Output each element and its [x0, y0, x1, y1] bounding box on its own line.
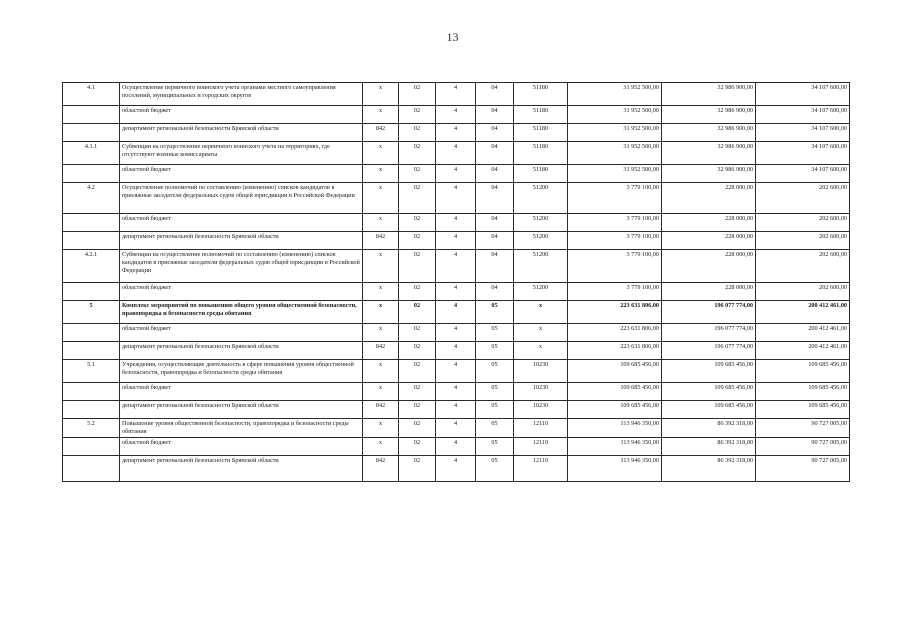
direction-code-cell: 51200 — [514, 183, 568, 214]
amount-year3-cell: 202 600,00 — [756, 183, 850, 214]
section-code-cell: 02 — [399, 283, 436, 301]
subprogram-code-cell: 04 — [476, 83, 514, 106]
amount-year2-cell: 86 392 318,00 — [662, 455, 756, 481]
row-number-cell: 4.2.1 — [63, 250, 120, 283]
program-code-cell: 4 — [436, 342, 476, 360]
amount-year3-cell: 200 412 461,00 — [756, 324, 850, 342]
amount-year1-cell: 31 952 500,00 — [568, 106, 662, 124]
item-name-cell: Учреждения, осуществляющие деятельность в сфере повышения уровня общественной безопасности, правопорядка и безопасности среды обитания — [120, 360, 363, 383]
amount-year2-cell: 196 077 774,00 — [662, 342, 756, 360]
grbs-code-cell: x — [363, 419, 399, 438]
program-code-cell: 4 — [436, 124, 476, 142]
program-code-cell: 4 — [436, 142, 476, 165]
amount-year3-cell: 109 685 456,00 — [756, 401, 850, 419]
item-name-cell: Повышение уровня общественной безопасности, правопорядка и безопасности среды обитания — [120, 419, 363, 438]
amount-year1-cell: 223 631 806,00 — [568, 342, 662, 360]
amount-year3-cell: 34 107 600,00 — [756, 165, 850, 183]
amount-year3-cell: 34 107 600,00 — [756, 124, 850, 142]
amount-year3-cell: 200 412 461,00 — [756, 301, 850, 324]
table-row — [63, 106, 850, 124]
subprogram-code-cell: 05 — [476, 324, 514, 342]
grbs-code-cell: x — [363, 214, 399, 232]
table-row — [63, 124, 850, 142]
row-number-cell — [63, 165, 120, 183]
subprogram-code-cell: 04 — [476, 142, 514, 165]
amount-year1-cell: 113 946 350,00 — [568, 455, 662, 481]
subprogram-code-cell: 05 — [476, 401, 514, 419]
direction-code-cell: 51200 — [514, 283, 568, 301]
row-number-cell — [63, 124, 120, 142]
direction-code-cell: x — [514, 324, 568, 342]
direction-code-cell: 51180 — [514, 83, 568, 106]
amount-year2-cell: 109 685 456,00 — [662, 360, 756, 383]
grbs-code-cell: x — [363, 283, 399, 301]
section-code-cell: 02 — [399, 324, 436, 342]
item-name-cell: Комплекс мероприятий по повышению общего уровня общественной безопасности, правопорядка и безопасности среды обитания — [120, 301, 363, 324]
section-code-cell: 02 — [399, 214, 436, 232]
amount-year2-cell: 196 077 774,00 — [662, 301, 756, 324]
amount-year3-cell: 202 600,00 — [756, 232, 850, 250]
amount-year2-cell: 86 392 318,00 — [662, 437, 756, 455]
amount-year1-cell: 3 779 100,00 — [568, 283, 662, 301]
amount-year3-cell: 200 412 461,00 — [756, 342, 850, 360]
program-code-cell: 4 — [436, 283, 476, 301]
amount-year2-cell: 196 077 774,00 — [662, 324, 756, 342]
section-code-cell: 02 — [399, 250, 436, 283]
amount-year1-cell: 113 946 350,00 — [568, 437, 662, 455]
amount-year1-cell: 3 779 100,00 — [568, 214, 662, 232]
program-code-cell: 4 — [436, 455, 476, 481]
item-name-cell: областной бюджет — [120, 283, 363, 301]
amount-year2-cell: 86 392 318,00 — [662, 419, 756, 438]
grbs-code-cell: x — [363, 250, 399, 283]
row-number-cell: 5 — [63, 301, 120, 324]
amount-year2-cell: 32 986 900,00 — [662, 142, 756, 165]
subprogram-code-cell: 04 — [476, 165, 514, 183]
direction-code-cell: 10230 — [514, 360, 568, 383]
subprogram-code-cell: 04 — [476, 106, 514, 124]
item-name-cell: областной бюджет — [120, 383, 363, 401]
amount-year3-cell: 202 600,00 — [756, 283, 850, 301]
table-row — [63, 165, 850, 183]
amount-year1-cell: 31 952 500,00 — [568, 124, 662, 142]
program-code-cell: 4 — [436, 214, 476, 232]
direction-code-cell: 51200 — [514, 214, 568, 232]
amount-year3-cell: 90 727 005,00 — [756, 419, 850, 438]
budget-table-body — [63, 83, 850, 482]
grbs-code-cell: 842 — [363, 124, 399, 142]
item-name-cell: департамент региональной безопасности Брянской области — [120, 401, 363, 419]
grbs-code-cell: 842 — [363, 401, 399, 419]
subprogram-code-cell: 05 — [476, 419, 514, 438]
section-code-cell: 02 — [399, 83, 436, 106]
grbs-code-cell: 842 — [363, 342, 399, 360]
section-code-cell: 02 — [399, 383, 436, 401]
section-code-cell: 02 — [399, 165, 436, 183]
subprogram-code-cell: 04 — [476, 283, 514, 301]
page-number: 13 — [446, 30, 459, 44]
section-code-cell: 02 — [399, 455, 436, 481]
item-name-cell: департамент региональной безопасности Брянской области — [120, 232, 363, 250]
amount-year2-cell: 228 000,00 — [662, 232, 756, 250]
amount-year3-cell: 90 727 005,00 — [756, 437, 850, 455]
table-row — [63, 283, 850, 301]
table-row — [63, 250, 850, 283]
table-row — [63, 437, 850, 455]
row-number-cell — [63, 324, 120, 342]
program-code-cell: 4 — [436, 232, 476, 250]
row-number-cell — [63, 401, 120, 419]
subprogram-code-cell: 05 — [476, 455, 514, 481]
program-code-cell: 4 — [436, 324, 476, 342]
direction-code-cell: 10230 — [514, 401, 568, 419]
section-code-cell: 02 — [399, 401, 436, 419]
amount-year1-cell: 109 685 456,00 — [568, 383, 662, 401]
grbs-code-cell: x — [363, 301, 399, 324]
program-code-cell: 4 — [436, 401, 476, 419]
item-name-cell: Осуществление первичного воинского учета органами местного самоуправления поселений, муниципальных и городских округов — [120, 83, 363, 106]
direction-code-cell: x — [514, 301, 568, 324]
item-name-cell: областной бюджет — [120, 214, 363, 232]
amount-year1-cell: 223 631 806,00 — [568, 324, 662, 342]
grbs-code-cell: x — [363, 83, 399, 106]
budget-table — [62, 82, 850, 482]
amount-year2-cell: 228 000,00 — [662, 283, 756, 301]
section-code-cell: 02 — [399, 301, 436, 324]
grbs-code-cell: 842 — [363, 232, 399, 250]
direction-code-cell: 51180 — [514, 142, 568, 165]
grbs-code-cell: x — [363, 106, 399, 124]
direction-code-cell: 12110 — [514, 455, 568, 481]
program-code-cell: 4 — [436, 383, 476, 401]
subprogram-code-cell: 04 — [476, 183, 514, 214]
amount-year3-cell: 109 685 456,00 — [756, 360, 850, 383]
amount-year3-cell: 90 727 005,00 — [756, 455, 850, 481]
table-row — [63, 183, 850, 214]
subprogram-code-cell: 04 — [476, 214, 514, 232]
row-number-cell — [63, 437, 120, 455]
amount-year2-cell: 228 000,00 — [662, 250, 756, 283]
subprogram-code-cell: 05 — [476, 383, 514, 401]
amount-year1-cell: 223 631 806,00 — [568, 301, 662, 324]
program-code-cell: 4 — [436, 83, 476, 106]
row-number-cell: 5.1 — [63, 360, 120, 383]
direction-code-cell: 51180 — [514, 165, 568, 183]
amount-year1-cell: 113 946 350,00 — [568, 419, 662, 438]
program-code-cell: 4 — [436, 183, 476, 214]
subprogram-code-cell: 05 — [476, 301, 514, 324]
table-row — [63, 142, 850, 165]
row-number-cell — [63, 232, 120, 250]
direction-code-cell: 10230 — [514, 383, 568, 401]
table-row — [63, 419, 850, 438]
item-name-cell: департамент региональной безопасности Брянской области — [120, 124, 363, 142]
direction-code-cell: 12110 — [514, 419, 568, 438]
section-code-cell: 02 — [399, 232, 436, 250]
grbs-code-cell: x — [363, 142, 399, 165]
amount-year3-cell: 109 685 456,00 — [756, 383, 850, 401]
table-row — [63, 342, 850, 360]
table-row — [63, 232, 850, 250]
table-row — [63, 383, 850, 401]
item-name-cell: областной бюджет — [120, 437, 363, 455]
amount-year2-cell: 32 986 900,00 — [662, 124, 756, 142]
program-code-cell: 4 — [436, 301, 476, 324]
table-row — [63, 324, 850, 342]
program-code-cell: 4 — [436, 360, 476, 383]
table-row — [63, 455, 850, 481]
row-number-cell — [63, 214, 120, 232]
row-number-cell: 5.2 — [63, 419, 120, 438]
table-row — [63, 401, 850, 419]
item-name-cell: областной бюджет — [120, 165, 363, 183]
section-code-cell: 02 — [399, 183, 436, 214]
row-number-cell — [63, 106, 120, 124]
section-code-cell: 02 — [399, 419, 436, 438]
grbs-code-cell: x — [363, 383, 399, 401]
direction-code-cell: 51200 — [514, 250, 568, 283]
section-code-cell: 02 — [399, 142, 436, 165]
direction-code-cell: 51180 — [514, 106, 568, 124]
table-row — [63, 360, 850, 383]
row-number-cell — [63, 455, 120, 481]
subprogram-code-cell: 05 — [476, 437, 514, 455]
amount-year3-cell: 34 107 600,00 — [756, 106, 850, 124]
row-number-cell — [63, 342, 120, 360]
subprogram-code-cell: 04 — [476, 250, 514, 283]
item-name-cell: областной бюджет — [120, 106, 363, 124]
program-code-cell: 4 — [436, 106, 476, 124]
amount-year3-cell: 34 107 600,00 — [756, 142, 850, 165]
amount-year1-cell: 31 952 500,00 — [568, 165, 662, 183]
table-row — [63, 83, 850, 106]
table-row — [63, 214, 850, 232]
amount-year2-cell: 32 986 900,00 — [662, 165, 756, 183]
amount-year1-cell: 3 779 100,00 — [568, 232, 662, 250]
amount-year1-cell: 3 779 100,00 — [568, 183, 662, 214]
amount-year1-cell: 31 952 500,00 — [568, 142, 662, 165]
amount-year2-cell: 109 685 456,00 — [662, 401, 756, 419]
grbs-code-cell: 842 — [363, 455, 399, 481]
item-name-cell: Субвенции на осуществление полномочий по составлению (изменению) списков кандидатов в присяжные заседатели федеральных судов общей юрисдикции в Российской Федерации — [120, 250, 363, 283]
program-code-cell: 4 — [436, 250, 476, 283]
section-code-cell: 02 — [399, 437, 436, 455]
section-code-cell: 02 — [399, 360, 436, 383]
grbs-code-cell: x — [363, 360, 399, 383]
amount-year1-cell: 109 685 456,00 — [568, 401, 662, 419]
grbs-code-cell: x — [363, 183, 399, 214]
item-name-cell: департамент региональной безопасности Брянской области — [120, 455, 363, 481]
amount-year2-cell: 228 000,00 — [662, 214, 756, 232]
subprogram-code-cell: 05 — [476, 342, 514, 360]
amount-year3-cell: 34 107 600,00 — [756, 83, 850, 106]
subprogram-code-cell: 04 — [476, 232, 514, 250]
direction-code-cell: 51200 — [514, 232, 568, 250]
item-name-cell: Субвенции на осуществление первичного воинского учета на территориях, где отсутствуют военные комиссариаты — [120, 142, 363, 165]
program-code-cell: 4 — [436, 437, 476, 455]
table-row — [63, 301, 850, 324]
section-code-cell: 02 — [399, 342, 436, 360]
program-code-cell: 4 — [436, 165, 476, 183]
row-number-cell — [63, 283, 120, 301]
direction-code-cell: 51180 — [514, 124, 568, 142]
section-code-cell: 02 — [399, 124, 436, 142]
subprogram-code-cell: 04 — [476, 124, 514, 142]
grbs-code-cell: x — [363, 165, 399, 183]
amount-year1-cell: 109 685 456,00 — [568, 360, 662, 383]
item-name-cell: департамент региональной безопасности Брянской области — [120, 342, 363, 360]
row-number-cell: 4.2 — [63, 183, 120, 214]
amount-year1-cell: 3 779 100,00 — [568, 250, 662, 283]
program-code-cell: 4 — [436, 419, 476, 438]
amount-year2-cell: 32 986 900,00 — [662, 83, 756, 106]
subprogram-code-cell: 05 — [476, 360, 514, 383]
direction-code-cell: x — [514, 342, 568, 360]
item-name-cell: Осуществление полномочий по составлению (изменению) списков кандидатов в присяжные заседатели федеральных судов общей юрисдикции в Российской Федерации — [120, 183, 363, 214]
amount-year3-cell: 202 600,00 — [756, 250, 850, 283]
row-number-cell: 4.1 — [63, 83, 120, 106]
amount-year1-cell: 31 952 500,00 — [568, 83, 662, 106]
item-name-cell: областной бюджет — [120, 324, 363, 342]
grbs-code-cell: x — [363, 324, 399, 342]
amount-year2-cell: 228 000,00 — [662, 183, 756, 214]
row-number-cell — [63, 383, 120, 401]
grbs-code-cell: x — [363, 437, 399, 455]
amount-year2-cell: 109 685 456,00 — [662, 383, 756, 401]
amount-year3-cell: 202 600,00 — [756, 214, 850, 232]
section-code-cell: 02 — [399, 106, 436, 124]
row-number-cell: 4.1.1 — [63, 142, 120, 165]
amount-year2-cell: 32 986 900,00 — [662, 106, 756, 124]
direction-code-cell: 12110 — [514, 437, 568, 455]
